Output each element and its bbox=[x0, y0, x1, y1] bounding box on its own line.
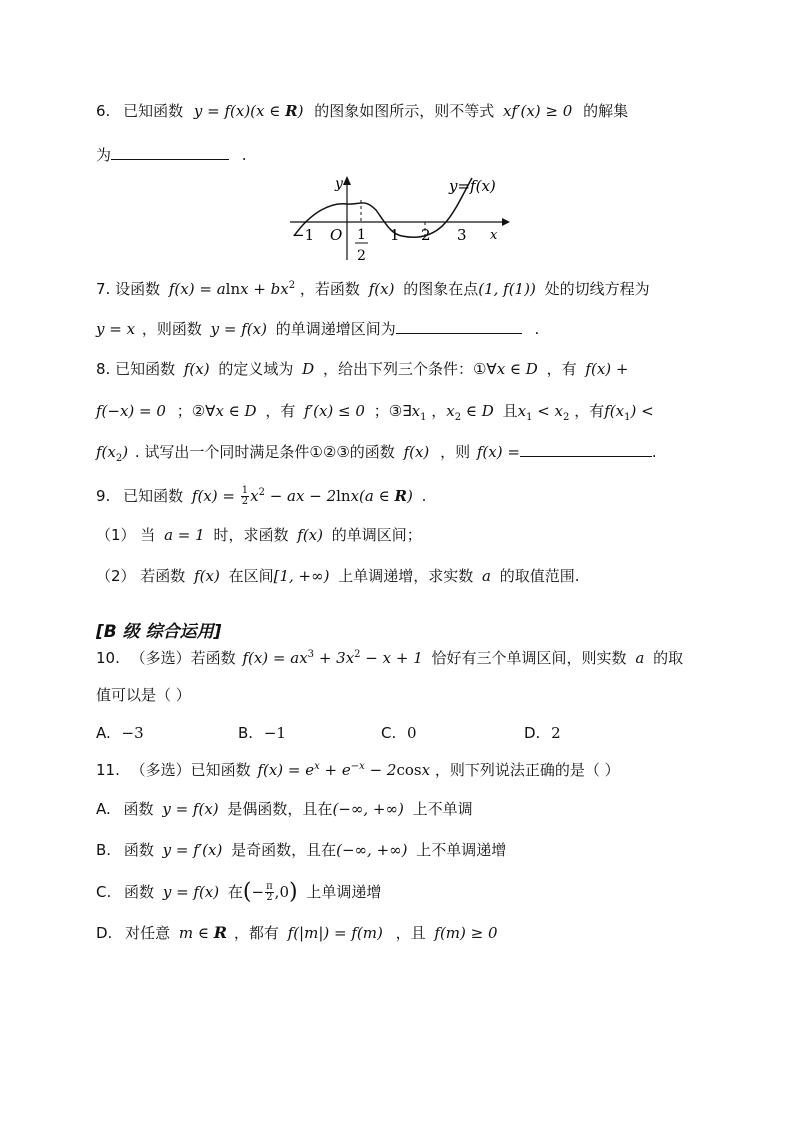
option-letter: A. bbox=[96, 800, 111, 818]
option-letter: B. bbox=[238, 724, 254, 742]
q9-part2-text: （2） 若函数 bbox=[96, 567, 186, 585]
q10-text: （多选）若函数 bbox=[130, 649, 236, 667]
q8-expr: f(x) + bbox=[585, 360, 629, 378]
q6-text: 为 bbox=[96, 146, 112, 164]
real-set: R bbox=[213, 923, 228, 942]
open-paren: ( bbox=[242, 879, 252, 905]
q8-text: ，有 bbox=[546, 360, 577, 378]
close-paren: ) bbox=[288, 879, 298, 905]
q10-option-c[interactable] bbox=[381, 723, 417, 743]
y-axis-label: y bbox=[335, 176, 343, 192]
q9-part2 bbox=[96, 566, 580, 586]
q8-subscript: 1 bbox=[624, 412, 631, 423]
q6-line1 bbox=[96, 101, 628, 121]
q8-expr: f(x bbox=[96, 443, 116, 461]
q9-expr: f(x) = bbox=[191, 487, 235, 505]
q11-option-c[interactable] bbox=[96, 879, 381, 905]
y-axis-arrow bbox=[343, 176, 351, 185]
tick-label-3: 3 bbox=[457, 226, 467, 244]
option-letter: D. bbox=[524, 724, 541, 742]
q8-expr: f′(x) ≤ 0 bbox=[304, 402, 365, 420]
q11-text: ，则下列说法正确的是（ ） bbox=[434, 761, 620, 779]
option-expr: − bbox=[251, 883, 265, 901]
q8-subscript: 2 bbox=[454, 412, 462, 423]
option-value: 2 bbox=[551, 724, 561, 742]
q10-expr: a bbox=[635, 649, 645, 667]
q8-text: ；③∃ bbox=[373, 402, 412, 420]
q9-part2-text: 在区间 bbox=[228, 567, 274, 585]
option-text: 函数 bbox=[124, 883, 155, 901]
tick-label-2: 2 bbox=[421, 226, 431, 244]
x-axis-arrow bbox=[502, 218, 510, 226]
q8-text: ，有 bbox=[265, 402, 296, 420]
q8-expr: < x bbox=[532, 402, 564, 420]
q9-real-set: R bbox=[394, 487, 407, 505]
q9-exponent: 2 bbox=[258, 487, 265, 498]
q10-option-a[interactable] bbox=[96, 723, 144, 743]
q7-text: ，若函数 bbox=[299, 280, 360, 298]
q8-expr: x ∈ D bbox=[215, 402, 257, 420]
option-text: 对任意 bbox=[125, 924, 171, 942]
q8-text: 且 bbox=[502, 402, 518, 420]
q10-exponent: 2 bbox=[354, 649, 361, 660]
option-value: −3 bbox=[121, 724, 144, 742]
q11-option-a[interactable] bbox=[96, 799, 473, 819]
option-expr: y = f′(x) bbox=[162, 841, 223, 859]
q9-expr: ) bbox=[406, 487, 413, 505]
tick-label-half-den: 2 bbox=[357, 248, 366, 264]
q6-text: 的解集 bbox=[583, 102, 629, 120]
tick-label-half-num: 1 bbox=[357, 227, 366, 243]
option-text: ，都有 bbox=[233, 924, 279, 942]
fraction-denominator: 2 bbox=[266, 892, 273, 903]
q10-option-d[interactable] bbox=[524, 723, 561, 743]
q8-subscript: 2 bbox=[115, 453, 123, 464]
q7-answer-blank[interactable] bbox=[396, 318, 522, 334]
q9-line1 bbox=[96, 480, 426, 506]
q6-expr-close: ) bbox=[297, 102, 304, 120]
q7-text: 的图象在点 bbox=[403, 280, 479, 298]
option-text: ，且 bbox=[395, 924, 426, 942]
q11-number: 11. bbox=[96, 761, 120, 779]
q6-line2 bbox=[96, 144, 247, 165]
option-text: 在 bbox=[227, 883, 243, 901]
option-expr: y = f(x) bbox=[162, 883, 220, 901]
option-expr: f(|m|) = f(m) bbox=[287, 924, 383, 942]
q8-expr: x bbox=[446, 402, 455, 420]
q7-expr: f(x) = a bbox=[168, 280, 226, 298]
q9-text: 已知函数 bbox=[123, 487, 184, 505]
q8-domain: D bbox=[302, 360, 315, 378]
option-text: 函数 bbox=[123, 800, 154, 818]
q7-expr: f(x) bbox=[368, 280, 395, 298]
option-expr: ,0 bbox=[274, 883, 289, 901]
q11-cos: cos bbox=[396, 761, 422, 779]
q9-part2-expr: a bbox=[482, 567, 491, 585]
q9-part1-text: （1） 当 bbox=[96, 526, 156, 544]
option-expr: (−∞, +∞) bbox=[336, 841, 408, 859]
q8-subscript: 1 bbox=[420, 412, 427, 423]
q7-text: 处的切线方程为 bbox=[544, 280, 650, 298]
q11-text: （多选）已知函数 bbox=[130, 761, 251, 779]
option-text: 上不单调递增 bbox=[416, 841, 507, 859]
q8-text: ，给出下列三个条件：①∀ bbox=[322, 360, 497, 378]
q10-exponent: 3 bbox=[307, 649, 315, 660]
q8-text: ， bbox=[431, 402, 447, 420]
q8-line2 bbox=[96, 401, 654, 428]
option-text: 上不单调 bbox=[412, 800, 473, 818]
q10-text: 的取 bbox=[653, 649, 684, 667]
q9-part2-text: 上单调递增，求实数 bbox=[338, 567, 474, 585]
q6-answer-blank[interactable] bbox=[111, 144, 229, 160]
q9-part1 bbox=[96, 525, 422, 545]
q11-option-d[interactable] bbox=[96, 923, 498, 943]
q7-line1 bbox=[96, 276, 650, 299]
q8-line3 bbox=[96, 441, 657, 469]
q11-exponent: −x bbox=[350, 761, 365, 772]
q9-fraction-numerator: 1 bbox=[241, 485, 249, 496]
q11-option-b[interactable] bbox=[96, 840, 506, 860]
option-letter: D. bbox=[96, 924, 113, 942]
q6-inequality: xf′(x) ≥ 0 bbox=[503, 102, 573, 120]
option-letter: B. bbox=[96, 841, 112, 859]
q8-expr: f(x) = bbox=[476, 443, 520, 461]
q8-text: 的定义域为 bbox=[218, 360, 294, 378]
section-heading: [B 级 综合运用] bbox=[96, 622, 222, 642]
q8-expr: x bbox=[411, 402, 421, 420]
q11-exponent: x bbox=[314, 761, 320, 772]
curve-label: y=f(x) bbox=[449, 177, 496, 195]
q9-fraction bbox=[241, 486, 249, 507]
q6-text: 已知函数 bbox=[123, 102, 184, 120]
q9-expr: − ax − 2 bbox=[264, 487, 337, 505]
q11-expr: f(x) = e bbox=[257, 761, 315, 779]
q8-expr: ∈ D bbox=[461, 402, 494, 420]
q11-expr: − 2 bbox=[364, 761, 397, 779]
q8-expr: f(x) bbox=[183, 360, 210, 378]
q7-number-text: 7. 设函数 bbox=[96, 280, 161, 298]
option-expr: f(m) ≥ 0 bbox=[434, 924, 498, 942]
option-value: 0 bbox=[407, 724, 417, 742]
q7-expr: y = f(x) bbox=[210, 320, 267, 338]
q9-part1-text: 的单调区间； bbox=[331, 526, 422, 544]
fraction-numerator: π bbox=[266, 881, 273, 892]
q8-expr: x bbox=[517, 402, 527, 420]
option-letter: C. bbox=[96, 883, 112, 901]
q8-expr: f(x) bbox=[403, 443, 430, 461]
q6-expr: y = f(x)(x ∈ bbox=[193, 102, 286, 120]
q7-expr: x + bx bbox=[240, 280, 289, 298]
q7-text: ，则函数 bbox=[141, 320, 202, 338]
q7-period: . bbox=[534, 320, 540, 338]
q10-expr: − x + 1 bbox=[360, 649, 423, 667]
q9-expr: x bbox=[250, 487, 259, 505]
q8-number-text: 8. 已知函数 bbox=[96, 360, 176, 378]
option-text: 是偶函数，且在 bbox=[227, 800, 333, 818]
q10-text: 值可以是（ ） bbox=[96, 686, 191, 704]
option-text: 是奇函数，且在 bbox=[231, 841, 337, 859]
q8-expr: ) bbox=[122, 443, 129, 461]
origin-label: O bbox=[330, 226, 343, 244]
q9-part2-expr: f(x) bbox=[194, 567, 220, 585]
q10-line1 bbox=[96, 645, 683, 668]
q8-text: ；②∀ bbox=[176, 402, 216, 420]
q10-option-b[interactable] bbox=[238, 723, 286, 743]
function-graph bbox=[286, 172, 516, 264]
q7-point: (1, f(1)) bbox=[478, 280, 536, 298]
q9-period: . bbox=[421, 487, 427, 505]
q9-part1-expr: f(x) bbox=[297, 526, 323, 544]
option-expr: m ∈ bbox=[178, 924, 214, 942]
option-value: −1 bbox=[263, 724, 286, 742]
q6-text: 的图象如图所示，则不等式 bbox=[314, 102, 495, 120]
q6-period: . bbox=[241, 146, 247, 164]
q8-text: . 试写出一个同时满足条件①②③的函数 bbox=[134, 443, 395, 461]
q11-expr: + e bbox=[319, 761, 351, 779]
option-expr: (−∞, +∞) bbox=[332, 800, 404, 818]
q8-text: ，有 bbox=[574, 402, 605, 420]
q8-period: . bbox=[651, 443, 657, 461]
q7-ln: ln bbox=[225, 280, 241, 298]
q10-line2 bbox=[96, 685, 191, 705]
q10-text: 恰好有三个单调区间，则实数 bbox=[431, 649, 627, 667]
q9-expr: x(a ∈ bbox=[350, 487, 395, 505]
q9-part1-text: 时，求函数 bbox=[213, 526, 289, 544]
q8-expr: ) < bbox=[630, 402, 654, 420]
option-letter: C. bbox=[381, 724, 397, 742]
q9-fraction-denominator: 2 bbox=[241, 496, 249, 507]
q11-line1 bbox=[96, 757, 620, 780]
q9-ln: ln bbox=[336, 487, 351, 505]
tick-label-1: 1 bbox=[390, 226, 400, 244]
q8-expr: f(x bbox=[604, 402, 625, 420]
q8-text: ，则 bbox=[440, 443, 471, 461]
q9-number: 9. bbox=[96, 487, 111, 505]
q10-expr: + 3x bbox=[314, 649, 355, 667]
option-expr: y = f(x) bbox=[162, 800, 219, 818]
q8-line1 bbox=[96, 359, 628, 379]
q7-text: 的单调递增区间为 bbox=[275, 320, 396, 338]
q11-expr: x bbox=[421, 761, 431, 779]
pi-over-two bbox=[265, 882, 274, 903]
q8-answer-blank[interactable] bbox=[520, 441, 652, 457]
function-curve bbox=[294, 178, 472, 237]
q10-expr: f(x) = ax bbox=[242, 649, 308, 667]
option-text: 上单调递增 bbox=[306, 883, 382, 901]
q10-number: 10. bbox=[96, 649, 120, 667]
tick-label-neg1: −1 bbox=[292, 226, 315, 244]
q6-real-set: R bbox=[285, 102, 298, 120]
q9-part1-expr: a = 1 bbox=[164, 526, 205, 544]
q8-expr: x ∈ D bbox=[496, 360, 538, 378]
q8-subscript: 1 bbox=[526, 412, 533, 423]
q9-part2-text: 的取值范围. bbox=[499, 567, 580, 585]
q8-expr: f(−x) = 0 bbox=[96, 402, 166, 420]
q7-line2 bbox=[96, 318, 539, 339]
q7-exponent: 2 bbox=[288, 280, 296, 291]
q6-number: 6. bbox=[96, 102, 111, 120]
q8-subscript: 2 bbox=[563, 412, 570, 423]
q7-tangent: y = x bbox=[96, 320, 136, 338]
option-text: 函数 bbox=[123, 841, 154, 859]
option-letter: A. bbox=[96, 724, 111, 742]
q9-part2-interval: [1, +∞) bbox=[273, 567, 330, 585]
x-axis-label: x bbox=[490, 228, 498, 243]
